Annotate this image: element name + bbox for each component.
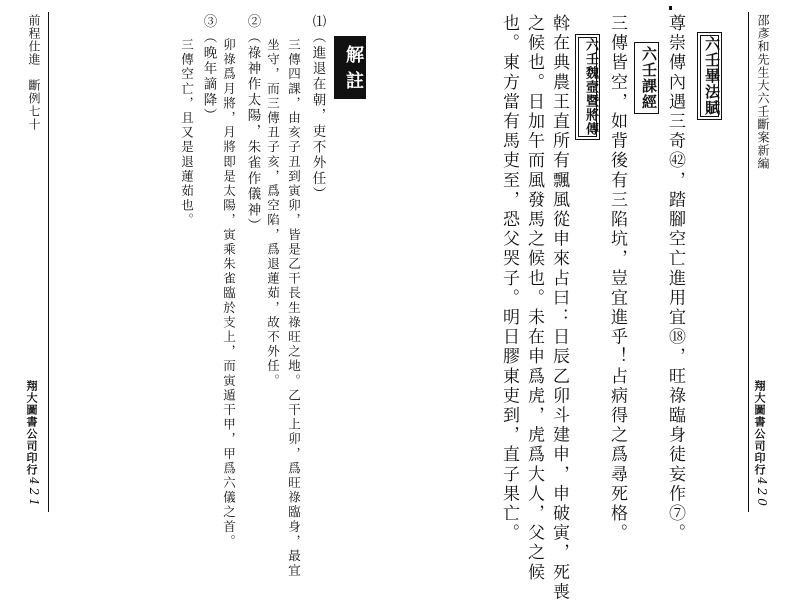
section-title-box: 解 註	[334, 36, 366, 99]
author-line-2: 之候也。日加午而風發馬之候也。未在申爲虎，虎爲大人，父之候	[524, 14, 544, 583]
note-text-2: 卯祿爲月將，月將即是太陽，寅乘朱雀臨於支上，而寅遁干甲，甲爲六儀之首。	[221, 38, 237, 549]
note-text-3: 三傳空亡，且又是退蓮茹也。	[179, 38, 195, 228]
left-page-number: ・421	[27, 462, 41, 509]
note-heading-2: ②（祿神作太陽，朱雀作儀神）	[244, 14, 261, 234]
left-header-rule	[48, 12, 49, 512]
right-header-rule	[748, 12, 749, 512]
poem-title-box: 六壬畢法賦	[697, 32, 722, 120]
author-line-1: 斡在典農王直所有飄風從申來占曰：日辰乙卯斗建申，申破寅，死喪	[549, 14, 569, 602]
right-page-number: ・420	[755, 462, 769, 509]
right-page-header: 邵彥和先生大六壬斷案新編	[756, 14, 770, 170]
note-text-1a: 三傳四課，由亥子丑到寅卯，皆是乙干長生祿旺之地。乙干上卯，爲旺祿臨身，最宜	[286, 38, 302, 579]
author-title-box: 六壬魏壼暨將傳	[575, 34, 600, 140]
right-publisher: 翔大圖書公司印行	[753, 380, 766, 476]
note-heading-3: ③（晚年謫降）	[200, 14, 217, 124]
poem-line: 尊崇傳內遇三奇㊷，踏腳空亡進用宜⑱，旺祿臨身徒妄作⑦。	[665, 14, 685, 544]
classic-title-box: 六壬課經	[634, 42, 659, 114]
left-publisher: 翔大圖書公司印行	[25, 380, 38, 476]
author-line-3: 也。東方當有馬吏至，恐父哭子。明日膠東吏到，直子果亡。	[499, 14, 519, 544]
classic-line: 三傳皆空，如背後有三陷坑，豈宜進乎！占病得之爲尋死格。	[607, 14, 627, 544]
note-heading-1: ⑴（進退在朝，吏不外任）	[309, 14, 326, 203]
corner-mark	[669, 6, 672, 10]
left-page-header: 前程仕進 斷例七十	[27, 14, 41, 131]
note-text-1b: 坐守，而三傳丑子亥，爲空陷，爲退蓮茹，故不外任。	[265, 38, 281, 389]
